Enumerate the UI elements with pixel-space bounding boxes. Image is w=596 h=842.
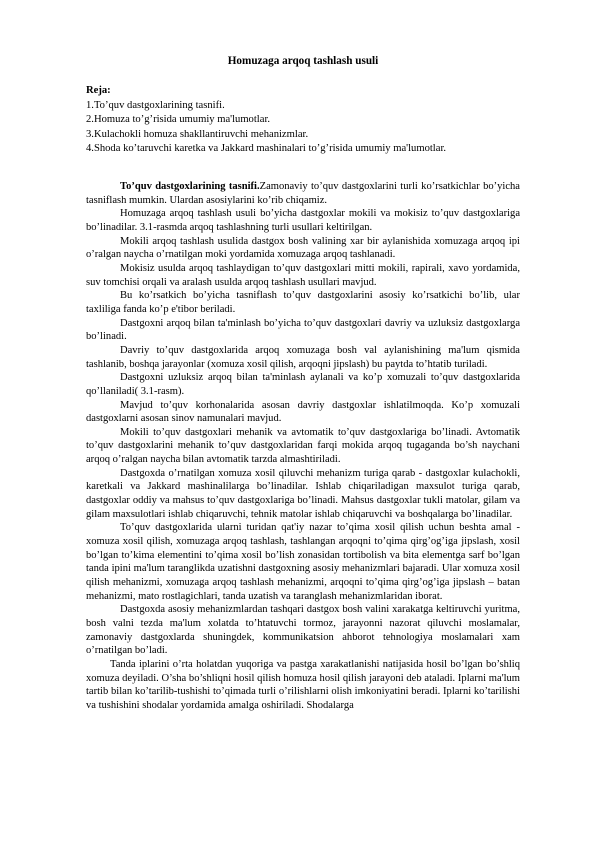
plan-section [86, 84, 520, 157]
body-paragraph: Mavjud to’quv korhonalarida asosan davriy dastgoxlar ishlatilmoqda. Ko’p xomuzali dastgoxlarni asosan sinov namunalari mavjud. [86, 399, 520, 425]
plan-item: 2.Homuza to’g’risida umumiy ma'lumotlar. [86, 114, 271, 126]
intro-text: Zamonaviy to’quv dastgoxlarini turli ko’rsatkichlar bo’yicha tasniflash mumkin. Ulardan asosiylarini ko’rib chiqamiz. [86, 181, 520, 206]
body-paragraph: Davriy to’quv dastgoxlarida arqoq xomuzaga bosh val aylanishining ma'lum qismida tashlanib, boshqa jarayonlar (xomuza xosil qilish, arqoqni jipslash) bu paytda to’htatib turiladi. [86, 344, 520, 370]
body-paragraph: Tanda iplarini o’rta holatdan yuqoriga va pastga xarakatlanishi natijasida hosil bo’lgan bo’shliq xomuza deyiladi. O’sha bo’shliqni hosil qilish homuza hosil qilish jarayoni deb ataladi. Iplarni ma'lum tartib bilan ko’tarilib-tushishi to’qimada turli o’rilishlarni olish imkoniyatini beradi. Iplarni ko’tarilishi va tushishini shodalar yordamida amalga oshiriladi. Shodalarga [86, 658, 520, 711]
plan-heading: Reja: [86, 85, 111, 96]
plan-item: 3.Kulachokli homuza shakllantiruvchi mehanizmlar. [86, 128, 309, 140]
document-body [86, 180, 520, 713]
body-paragraph: Mokili arqoq tashlash usulida dastgox bosh valining xar bir aylanishida xomuzaga arqoq ipi o’ralgan naycha o’rnatilgan moki yordamida xomuzaga arqoq tashlanadi. [86, 235, 520, 261]
body-paragraph: Homuzaga arqoq tashlash usuli bo’yicha dastgoxlar mokili va mokisiz to’quv dastgoxlariga bo’linadilar. 3.1-rasmda arqoq tashlashning turli usullari keltirilgan. [86, 208, 520, 233]
body-paragraph: Bu ko’rsatkich bo’yicha tasniflash to’quv dastgoxlarini asosiy ko’rsatkichi bo’lib, ular taxliliga fanda ko’p e'tibor beriladi. [86, 290, 520, 315]
body-paragraph: Dastgoxda o’rnatilgan xomuza xosil qiluvchi mehanizm turiga qarab - dastgoxlar kulachokli, karetkali va Jakkard mashinalilarga bo’linadilar. Ishlab chiqariladigan maxsulot turiga qarab, dastgoxlar oddiy va mahsus to’quv dastgoxlariga bo’linadi. Mahsus dastgoxlar tukli matolar, gilam va gilam maxsulotlari ishlab chiqaruvchi, tehnik matolar ishlab chiqaruvchi va boshqalarga bo’linadilar. [86, 467, 520, 520]
body-paragraph: To’quv dastgoxlarida ularni turidan qat'iy nazar to’qima xosil qilish uchun beshta amal - xomuza xosil qilish, xomuzaga arqoq tashlash, tashlangan arqoqni to’qima qirg’og’iga jipslash, xosil bo’lgan to’kima elementini to’qima xosil bo’lish zonasidan tortibolish va bita elementga sarf bo’lgan tanda ipini ma'lum taranglikda uzatishni dastgoxning asosiy mehanizmlari bajaradi. Ular xomuza xosil qilish mehanizmi, xomuzaga arqoq tashlash mehanizmi, arqoqni to’qima qirg’og’iga jipslash – batan mehanizmi, mato rostlagichlari, tanda uzatish va taranglash mehanizmlaridan iborat. [86, 522, 520, 602]
document-title: Homuzaga arqoq tashlash usuli [227, 55, 379, 67]
plan-item: 4.Shoda ko’taruvchi karetka va Jakkard mashinalari to’g’risida umumiy ma'lumotlar. [86, 143, 447, 155]
body-paragraph: Dastgoxni arqoq bilan ta'minlash bo’yicha to’quv dastgoxlari davriy va uzluksiz dastgoxlarga bo’linadi. [86, 317, 520, 343]
plan-item: 1.To’quv dastgoxlarining tasnifi. [86, 99, 225, 111]
body-paragraph: Dastgoxda asosiy mehanizmlardan tashqari dastgox bosh valini xarakatga keltiruvchi yuritma, bosh valni tezda ma'lum xolatda to’htatuvchi tormoz, jarayonni nazorat qiluvchi moslamalar, zamonaviy dastgoxlarda shuningdek, kommunikatsion ahborot tehnologiya moslamalari xam o’rnatilgan bo’ladi. [86, 604, 520, 657]
body-paragraph: Dastgoxni uzluksiz arqoq bilan ta'minlash aylanali va ko’p xomuzali to’quv dastgoxlarida qo’llaniladi( 3.1-rasm). [86, 372, 520, 397]
body-paragraph: Mokili to’quv dastgoxlari mehanik va avtomatik to’quv dastgoxlariga bo’linadi. Avtomatik to’quv dastgoxlarini mehanik to’quv dastgoxlaridan farqi mokida arqoq tugaganda bo’sh naychani arqoq o’ralgan naycha bilan avtomatik tarzda almashtiriladi. [86, 426, 520, 466]
section-heading: To’quv dastgoxlarining tasnifi. [120, 181, 260, 192]
intro-paragraph [86, 180, 520, 207]
body-paragraph: Mokisiz usulda arqoq tashlaydigan to’quv dastgoxlari mitti mokili, rapirali, xavo yordamida, suv tomchisi orqali va aralash usulda arqoq tashlash usullari mavjud. [86, 262, 520, 288]
